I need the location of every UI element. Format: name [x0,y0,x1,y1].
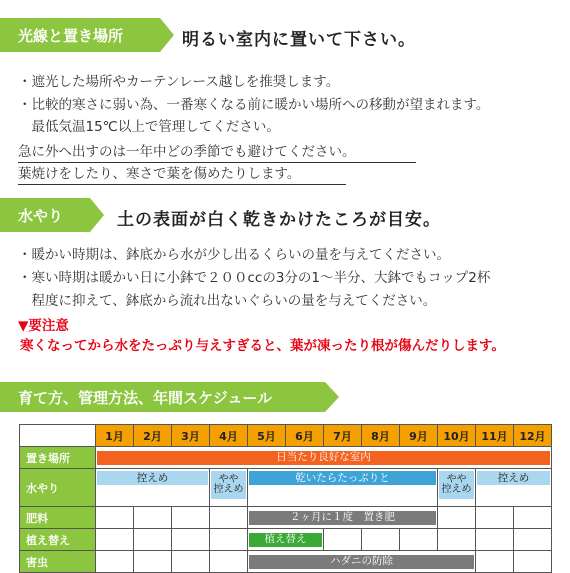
empty-cell [476,507,514,529]
caution-title: ▼要注意 [18,318,69,334]
month-12: 12月 [514,425,552,447]
empty-cell [96,551,134,573]
repot-row [20,529,552,551]
fertilizer-label: 肥料 [20,507,96,529]
month-4: 4月 [210,425,248,447]
month-11: 11月 [476,425,514,447]
water-headline: 土の表面が白く乾きかけたころが目安。 [117,210,441,230]
empty-cell [134,507,172,529]
place-label: 置き場所 [20,447,96,469]
repot-label: 植え替え [20,529,96,551]
light-underlined-1: 急に外へ出すのは一年中どの季節でも避けてください。 [18,140,416,163]
water-cell-late [476,469,552,507]
water-line-3: 程度に抑えて、鉢底から流れ出ないぐらいの量を与えてください。 [18,293,437,309]
corner-cell [20,425,96,447]
month-header-row [20,425,552,447]
empty-cell [134,551,172,573]
water-line-2: ・寒い時期は暖かい日に小鉢で２００ccの3分の1～半分、大鉢でもコップ2杯 [18,270,491,286]
month-3: 3月 [172,425,210,447]
light-line-1: ・遮光した場所やカーテンレース越しを推奨します。 [18,74,340,90]
empty-cell [476,551,514,573]
empty-cell [210,529,248,551]
month-1: 1月 [96,425,134,447]
water-cell-oct [438,469,476,507]
schedule-title: 育て方、管理方法、年間スケジュール [0,382,325,412]
pest-label: 害虫 [20,551,96,573]
empty-cell [324,529,362,551]
month-9: 9月 [400,425,438,447]
water-bar-sparing-left: 控えめ [97,471,208,485]
empty-cell [210,551,248,573]
water-bar-plenty: 乾いたらたっぷりと [249,471,436,485]
empty-cell [514,529,552,551]
light-line-2: ・比較的寒さに弱い為、一番寒くなる前に暖かい場所への移動が望まれます。 [18,97,490,113]
month-8: 8月 [362,425,400,447]
empty-cell [514,507,552,529]
pest-bar: ハダニの防除 [249,555,474,569]
empty-cell [514,551,552,573]
schedule-table [19,424,552,573]
empty-cell [438,507,476,529]
pest-cell [248,551,476,573]
empty-cell [172,529,210,551]
empty-cell [172,507,210,529]
empty-cell [96,507,134,529]
empty-cell [96,529,134,551]
empty-cell [134,529,172,551]
water-cell-apr [210,469,248,507]
water-bar-somewhat-left: やや 控えめ [211,471,246,499]
caution-text: 寒くなってから水をたっぷり与えすぎると、葉が凍ったり根が傷んだりします。 [20,338,505,354]
month-10: 10月 [438,425,476,447]
water-section-tag: 水やり [0,198,90,232]
month-6: 6月 [286,425,324,447]
light-underlined-2: 葉焼けをしたり、寒さで葉を傷めたりします。 [18,162,346,185]
place-row [20,447,552,469]
water-bar-sparing-right: 控えめ [477,471,550,485]
water-bar-somewhat-right: やや 控えめ [439,471,474,499]
light-headline: 明るい室内に置いて下さい。 [182,30,416,50]
fertilizer-bar: ２ヶ月に１度 置き肥 [249,511,436,525]
repot-cell [248,529,324,551]
light-line-3: 最低気温15℃以上で管理してください。 [18,119,280,135]
water-row [20,469,552,507]
light-section-tag: 光線と置き場所 [0,18,160,52]
fertilizer-cell [248,507,438,529]
month-2: 2月 [134,425,172,447]
water-line-1: ・暖かい時期は、鉢底から水が少し出るくらいの量を与えてください。 [18,247,450,263]
month-5: 5月 [248,425,286,447]
empty-cell [438,529,476,551]
place-bar: 日当たり良好な室内 [97,451,550,465]
fertilizer-row [20,507,552,529]
water-cell-summer [248,469,438,507]
water-label: 水やり [20,469,96,507]
pest-row [20,551,552,573]
month-7: 7月 [324,425,362,447]
empty-cell [210,507,248,529]
empty-cell [362,529,400,551]
repot-bar: 植え替え [249,533,322,547]
empty-cell [400,529,438,551]
empty-cell [172,551,210,573]
empty-cell [476,529,514,551]
water-cell-winter [96,469,210,507]
place-cell [96,447,552,469]
